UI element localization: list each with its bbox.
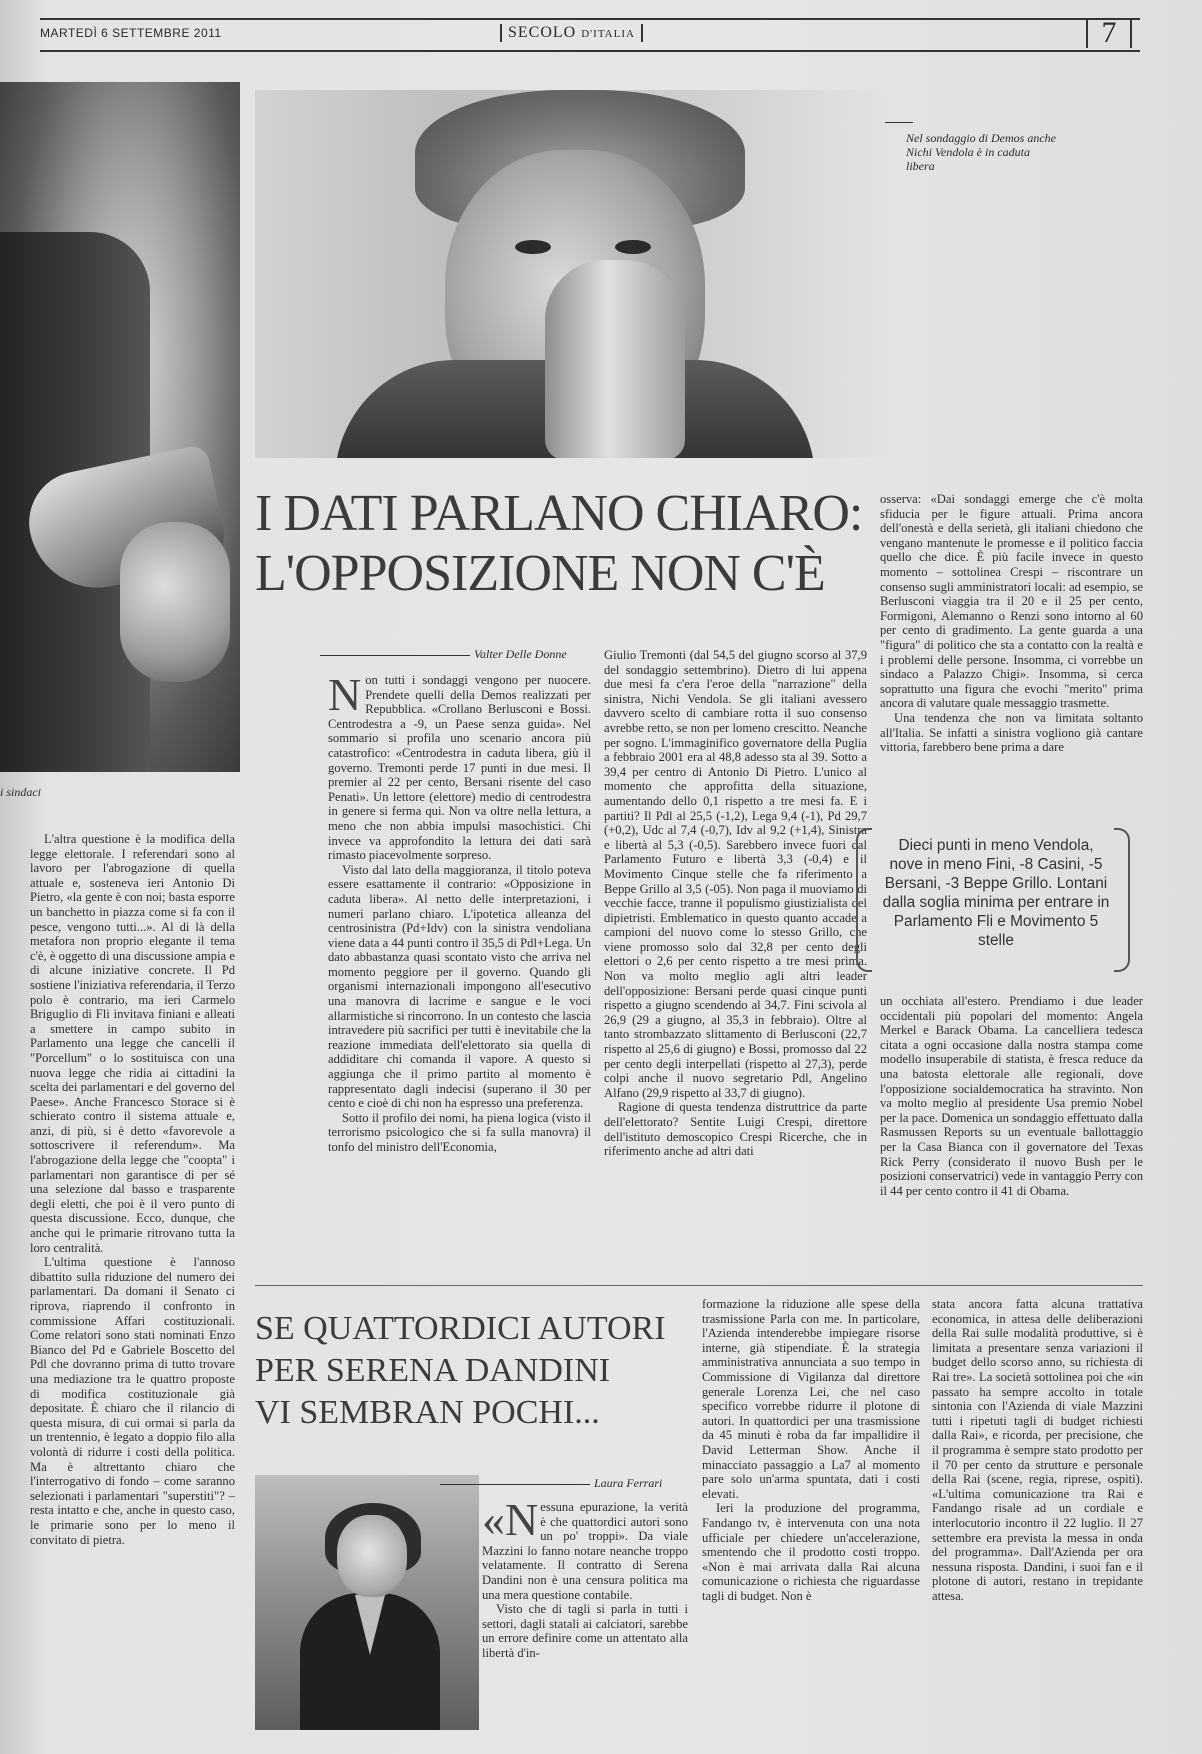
article1-headline-line1: I DATI PARLANO CHIARO: <box>255 485 863 542</box>
article2-headline-line2: PER SERENA DANDINI <box>255 1352 611 1389</box>
article2-column-2 <box>702 1297 920 1603</box>
left-photo-caption: i sindaci <box>0 785 41 799</box>
article1-headline <box>255 484 875 604</box>
article1-paragraph: un occhiata all'estero. Prendiamo i due leader occidentali più popolari del momento: Angela Merkel e Barack Obama. La cancelliera tedesca citata a ogni occasione dalla nostra stampa come modello insuperabile di statista, è fresca reduce da una batosta elettorale alle regionali, dove l'opposizione socialdemocratica ha stravinto. Non va molto meglio al presidente Usa premio Nobel per la pace. Domenica un sondaggio effettuato dalla Rasmussen Reports su un eventuale ballottaggio per la Casa Bianca con il governatore del Texas Rick Perry (considerato il nuovo Bush per le posizioni conservatrici) vede in vantaggio Perry con il 44 per cento contro il 41 di Obama. <box>880 994 1143 1198</box>
article1-paragraph: Giulio Tremonti (dal 54,5 del giugno scorso al 37,9 del sondaggio settembrino). Dietro di lui appena due mesi fa c'era l'eroe della "narrazione" della sinistra, Nichi Vendola. Se gli italiani avessero davvero scelto di cambiare rotta il suo consenso avrebbe retto, se non per lomeno crescitto. Neanche per sogno. L'immaginifico governatore della Puglia a febbraio 2001 era al 48,8 adesso sta al 39. Sotto a 39,4 per centro di Antonio Di Pietro. L'unico al momento che approfitta della situazione, aumentando dello 0,1 rispetto a tre mesi fa. E i partiti? Il Pdl al 25,5 (-1,2), Lega 9,4 (-1), Pd 29,7 (+0,2), Udc al 7,4 (-0,7), Idv al 9,2 (+1,4), Sinistra e libertà al 5,3 (-0,5). Sarebbero invece fuori dal Parlamento Futuro e libertà 3,3 (-0,4) e il Movimento Cinque stelle che fa riferimento a Beppe Grillo al 3,5 (-05). Non paga il muoviamo di vecchie facce, tranne il populismo giustizialista del dipietristi. Emblematico in questo quanto accade a campioni del nuovo come lo stesso Grillo, che viene promosso solo dal 32,8 per cento degli elettori o 2,6 per cento rispetto a tre mesi prima. Non va molto meglio agli altri leader dell'opposizione: Bersani perde quasi cinque punti rispetto a giugno scendendo al 34,7. Fini scivola al 26,9 (29 a giugno, al 35,3 in febbraio). Oltre al tanto strombazzato slittamento di Berlusconi (22,7 rispetto al 25,6 di giugno) e Bossi, promosso dal 22 per cento degli interpellati (rispetto al 27,3), perde colpi anche il nuovo segretario Pdl, Angelino Alfano (29,9 rispetto al 33,7 di giugno). <box>604 648 867 1100</box>
article1-column-3-top <box>880 492 1143 755</box>
pull-quote-brace-left <box>856 828 872 972</box>
article2-headline <box>255 1308 675 1434</box>
article2-paragraph: formazione la riduzione alle spese della trasmissione Parla con me. In particolare, l'Azienda intenderebbe impiegare risorse interne, già stipendiate. È la strategia amministrativa annunciata a suo tempo in Commissione di Vigilanza dal direttore generale Lorenza Lei, che nel caso specifico vorrebbe ridurre il plotone di autori. In quattordici per una trasmissione da 45 minuti è roba da far impallidire il David Letterman Show. Anche il minacciato passaggio a La7 al momento pare solo un'arma spuntata, dati i costi elevati. <box>702 1297 920 1501</box>
left-column-paragraph: L'ultima questione è l'annoso dibattito sulla riduzione del numero dei parlamentari. Da domani il Senato ci riprova, riaprendo il confronto in commissione Affari costituzionali. Come relatori sono stati nominati Enzo Bianco del Pd e Gabriele Boscetto del Pdl che dovranno prima di tutto trovare una mediazione tra le quattro proposte di modifica costituzionale già depositate. È chiaro che il rilancio di questa misura, di cui ormai si parla da un trentennio, è legato a doppio filo alla volontà di ridurre i costi della politica. Ma è altrettanto chiaro che l'interrogativo di fondo – come saranno selezionati i parlamentari "superstiti"? – resta intatto e che, anche in questo caso, le primarie sono per lo meno il convitato di pietra. <box>30 1255 235 1547</box>
article1-paragraph: Sotto il profilo dei nomi, ha piena logica (visto il terrorismo psicologico che si fa sulla manovra) il tonfo del ministro dell'Economia, <box>328 1110 591 1154</box>
masthead <box>500 24 643 42</box>
pull-quote: Dieci punti in meno Vendola, nove in meno Fini, -8 Casini, -5 Bersani, -3 Beppe Grillo. Lontani dalla soglia minima per entrare in Parlamento Fli e Movimento 5 stelle <box>882 837 1110 949</box>
dandini-photo <box>255 1475 479 1730</box>
article2-paragraph: stata ancora fatta alcuna trattativa economica, in attesa delle deliberazioni della Rai sulle modalità produttive, si è limitata a presentare senza variazioni il budget dello scorso anno, su richiesta di Rai tre». La società sottolinea poi che «in passato ha sempre accolto in totale sintonia con l'Azienda di viale Mazzini tutti i ripetuti tagli di budget richiesti dalla Rai», e ricorda, per precisione, che il programma è sempre stato prodotto per il 70 per cento da strutture e personale della Rai (scene, regia, riprese, ospiti). «L'ultima comunicazione tra Rai e Fandango risale ad un cordiale e interlocutorio incontro il 22 luglio. Il 27 settembre era prevista la messa in onda del programma». Dall'Azienda per ora nessuna risposta. Dandini, i suoi fan e il plotone di autori, restano in trepidante attesa. <box>932 1297 1143 1603</box>
article2-headline-line1: SE QUATTORDICI AUTORI <box>255 1310 666 1347</box>
header-top-rule <box>40 18 1140 20</box>
left-photo <box>0 82 240 772</box>
article1-paragraph: Una tendenza che non va limitata soltanto all'Italia. Se infatti a sinistra vogliono già cantare vittoria, farebbero bene prima a dare <box>880 710 1143 755</box>
header-bottom-rule <box>40 50 1140 52</box>
photo-left-eye <box>515 240 551 254</box>
photo-head <box>337 1515 407 1597</box>
main-photo-caption: Nel sondaggio di Demos anche Nichi Vendola è in caduta libera <box>906 131 1056 173</box>
caption-rule <box>885 122 913 123</box>
photo-figure-hand <box>120 522 230 682</box>
article2-paragraph: Visto che di tagli si parla in tutti i settori, dagli statali ai calciatori, sarebbe un errore definire come un attentato alla libertà d'in- <box>482 1602 688 1660</box>
photo-hands <box>545 260 685 458</box>
pull-quote-brace-right <box>1114 828 1130 972</box>
article1-headline-line2: L'OPPOSIZIONE NON C'È <box>255 545 825 602</box>
drop-cap: N <box>328 669 362 720</box>
article1-paragraph: osserva: «Dai sondaggi emerge che c'è molta sfiducia per le figure attuali. Prima ancora dell'onestà e della serietà, gli italiani chiedono che vengano mantenute le promesse e il politico faccia quello che dice. È più facile invece in questo momento – sottolinea Crespi – riscontrare un consenso sugli amministratori locali: ad esempio, se Berlusconi viaggia tra il 20 e il 25 per cento, Formigoni, Alemanno o Renzi sono intorno al 60 per cento di gradimento. La gente guarda a una "figura" di politico che sta a contatto con la realtà e i problemi delle persone. Insomma, ci vorrebbe un sindaco a Palazzo Chigi». Insomma, si cerca soprattutto una figura che evochi "merito" prima ancora di valutare quale messaggio trasmette. <box>880 492 1143 711</box>
article2-headline-line3: VI SEMBRAN POCHI... <box>255 1394 600 1431</box>
article1-paragraph: Non tutti i sondaggi vengono per nuocere. Prendete quelli della Demos realizzati per Repubblica. «Crollano Berlusconi e Bossi. Centrodestra a -9, un Paese senza guida». Nel sommario si profila uno scenario ancora più catastrofico: «Centrodestra in caduta libera, giù il governo. Tremonti perde 17 punti in due mesi. Il premier al 22 per cento, Bersani risente del caso Penati». Un lettore (elettore) medio di centrodestra in genere si ferma qui. Non va oltre nella lettura, a meno che non abbia impulsi masochistici. Chi invece va approfondito la lettura dei dati sarà rimasto piacevolmente sorpreso. <box>328 669 591 863</box>
left-column-paragraph: L'altra questione è la modifica della legge elettorale. I referendari sono al lavoro per l'abrogazione di quella attuale e, sosteneva ieri Antonio Di Pietro, «la gente è con noi; basta esporre un banchetto in piazza come si fa con il pesce, vengono tutti...». Al di là della metafora non proprio elegante il tema c'è, è oggetto di una discussione ampia e di alcune iniziative concrete. Il Pd sostiene l'iniziativa referendaria, il Terzo polo è contrario, ma ieri Carmelo Briguglio di Fli invitava finiani e alleati a smettere in campo subito in Parlamento una legge che cancelli il "Porcellum" o lo sostituisca con una nuova legge che ridia ai cittadini la scelta dei parlamentari e del governo del Paese». Anche Francesco Storace si è schierato contro il sistema attuale e, anzi, di più, si è detto «favorevole a sottoscrivere il referendum». Ma l'abrogazione della legge che "coopta" i parlamentari non garantisce di per sé una selezione dal basso e trasparente degli eletti, che poi è il vero punto di questa discussione. Ecco, dunque, che anche qui le primarie ritrovano tutta la loro centralità. <box>30 832 236 1255</box>
masthead-suffix: D'ITALIA <box>581 28 635 40</box>
main-photo <box>255 90 890 458</box>
issue-date: MARTEDÌ 6 SETTEMBRE 2011 <box>40 26 222 40</box>
article1-column-1 <box>328 669 591 1155</box>
article2-byline: Laura Ferrari <box>440 1476 662 1491</box>
article2-paragraph: «Nessuna epurazione, la verità è che quattordici autori sono un po' troppi». Da viale Mazzini lo fanno notare neanche troppo velatamente. Il contratto di Serena Dandini non è una censura politica ma una mera questione contabile. <box>482 1494 688 1602</box>
article2-column-1 <box>482 1494 688 1661</box>
page-number: 7 <box>1086 18 1132 48</box>
article2-column-3 <box>932 1297 1143 1603</box>
masthead-name: SECOLO <box>508 24 577 41</box>
article1-byline: Valter Delle Donne <box>320 647 567 662</box>
drop-cap: «N <box>482 1494 539 1545</box>
photo-right-eye <box>615 240 651 254</box>
article2-paragraph: Ieri la produzione del programma, Fandango tv, è intervenuta con una nota ufficiale per chiedere un'accelerazione, smentendo che il prodotto costi troppo. «Non è mai arrivata dalla Rai alcuna comunicazione o richiesta che riguardasse tagli di budget. Non è <box>702 1501 920 1603</box>
article1-column-3-bottom <box>880 994 1143 1198</box>
article1-paragraph: Ragione di questa tendenza distruttrice da parte dell'elettorato? Sentite Luigi Crespi, direttore dell'istituto demoscopico Crespi Ricerche, che in riferimento anche ad altri dati <box>604 1100 867 1159</box>
section-divider <box>255 1285 1143 1286</box>
article1-column-2 <box>604 648 867 1159</box>
left-column-text <box>30 832 235 1547</box>
article1-paragraph: Visto dal lato della maggioranza, il titolo poteva essere esattamente il contrario: «Opposizione in caduta libera». Al netto delle interpretazioni, i numeri parlano chiaro. L'ipotetica alleanza del centrosinistra (Pd+Idv) con la sinistra vendoliana viene data a 44 punti contro il 35,5 di Pdl+Lega. Un dato abbastanza quasi scontato visto che arriva nel momento peggiore per il governo. Quando gli organismi internazionali impongono all'esecutivo una manovra di lacrime e sangue e le voci allarmistiche si rincorrono. In un contesto che lascia intravedere più sacrifici per tutti è inevitabile che la reazione immediata dell'elettorato sia quella di addiditare chi comanda il vapore. A questo si aggiunga che il primo partito al momento è rappresentato dagli indecisi (superano il 30 per cento e cioè di chi non ha espresso una preferenza. <box>328 862 591 1111</box>
